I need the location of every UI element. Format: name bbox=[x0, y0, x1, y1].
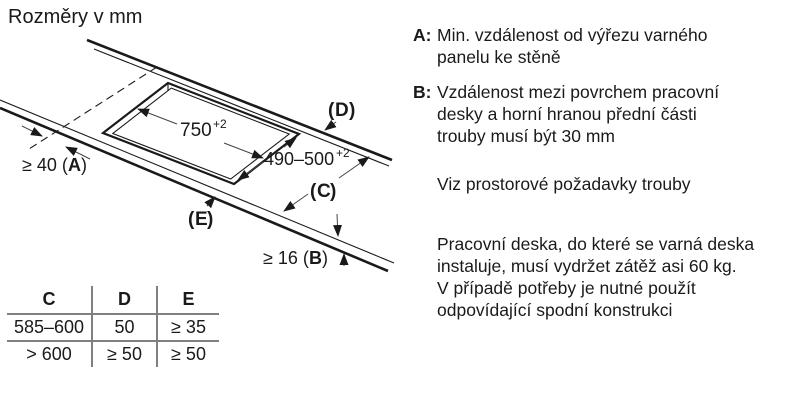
label-b-post: ) bbox=[322, 248, 328, 268]
label-e-post: ) bbox=[207, 209, 214, 230]
label-c-post: ) bbox=[330, 181, 337, 202]
note-worktop-line: instaluje, musí vydržet zátěž asi 60 kg. bbox=[437, 256, 737, 276]
page-title: Rozměry v mm bbox=[8, 6, 143, 28]
note-a-line: panelu ke stěně bbox=[437, 47, 561, 67]
dim-490-500-tolerance: +2 bbox=[336, 146, 350, 160]
wall-dashed-line bbox=[29, 67, 157, 149]
label-d-letter: D bbox=[335, 100, 349, 121]
note-b-line: Vzdálenost mezi povrchem pracovní bbox=[437, 82, 720, 102]
table-cell: > 600 bbox=[26, 344, 72, 364]
label-a-pre: ≥ 40 ( bbox=[22, 155, 68, 175]
note-see-oven-requirements bbox=[413, 173, 769, 195]
table-cell: ≥ 50 bbox=[156, 342, 219, 367]
label-a-post: ) bbox=[81, 155, 87, 175]
table-cell: ≥ 50 bbox=[91, 342, 156, 367]
label-d-pre: ( bbox=[328, 100, 335, 121]
note-a-line: Min. vzdálenost od výřezu varného bbox=[437, 25, 708, 45]
table-header-c: C bbox=[7, 286, 91, 315]
note-worktop-load bbox=[413, 233, 769, 321]
dim-750-tolerance: +2 bbox=[213, 117, 227, 131]
note-b-line: trouby musí být 30 mm bbox=[437, 126, 615, 146]
table-cell: 585–600 bbox=[7, 315, 91, 342]
note-b bbox=[413, 81, 769, 147]
note-worktop-line: odpovídající spodní konstrukci bbox=[437, 300, 673, 320]
label-e-pre: ( bbox=[188, 209, 195, 230]
label-a-letter: A bbox=[68, 155, 81, 175]
note-a bbox=[413, 24, 769, 68]
note-b-line: desky a horní hranou přední části bbox=[437, 104, 697, 124]
dimension-d bbox=[325, 100, 355, 130]
note-b-marker: B: bbox=[413, 82, 432, 102]
label-b-pre: ≥ 16 ( bbox=[263, 248, 309, 268]
note-worktop-line: Pracovní deska, do které se varná deska bbox=[437, 234, 755, 254]
label-e-letter: E bbox=[195, 209, 208, 230]
table-cell: ≥ 35 bbox=[156, 315, 219, 342]
installation-diagram bbox=[0, 0, 420, 285]
label-c-letter: C bbox=[317, 181, 331, 202]
table-header-d: D bbox=[91, 286, 156, 315]
label-d-post: ) bbox=[349, 100, 356, 121]
table-cell: 50 bbox=[91, 315, 156, 342]
dimension-table bbox=[7, 286, 219, 367]
table-header-e: E bbox=[156, 286, 219, 315]
note-worktop-line: V případě potřeby je nutné použít bbox=[437, 278, 696, 298]
dimension-b bbox=[263, 214, 344, 268]
dim-490-500-value: 490–500 bbox=[264, 149, 335, 169]
label-b-letter: B bbox=[309, 248, 322, 268]
note-a-marker: A: bbox=[413, 25, 432, 45]
dim-750-value: 750 bbox=[180, 120, 212, 141]
dimension-e bbox=[188, 197, 215, 230]
note-see-line: Viz prostorové požadavky trouby bbox=[437, 174, 691, 194]
label-c-pre: ( bbox=[310, 181, 317, 202]
